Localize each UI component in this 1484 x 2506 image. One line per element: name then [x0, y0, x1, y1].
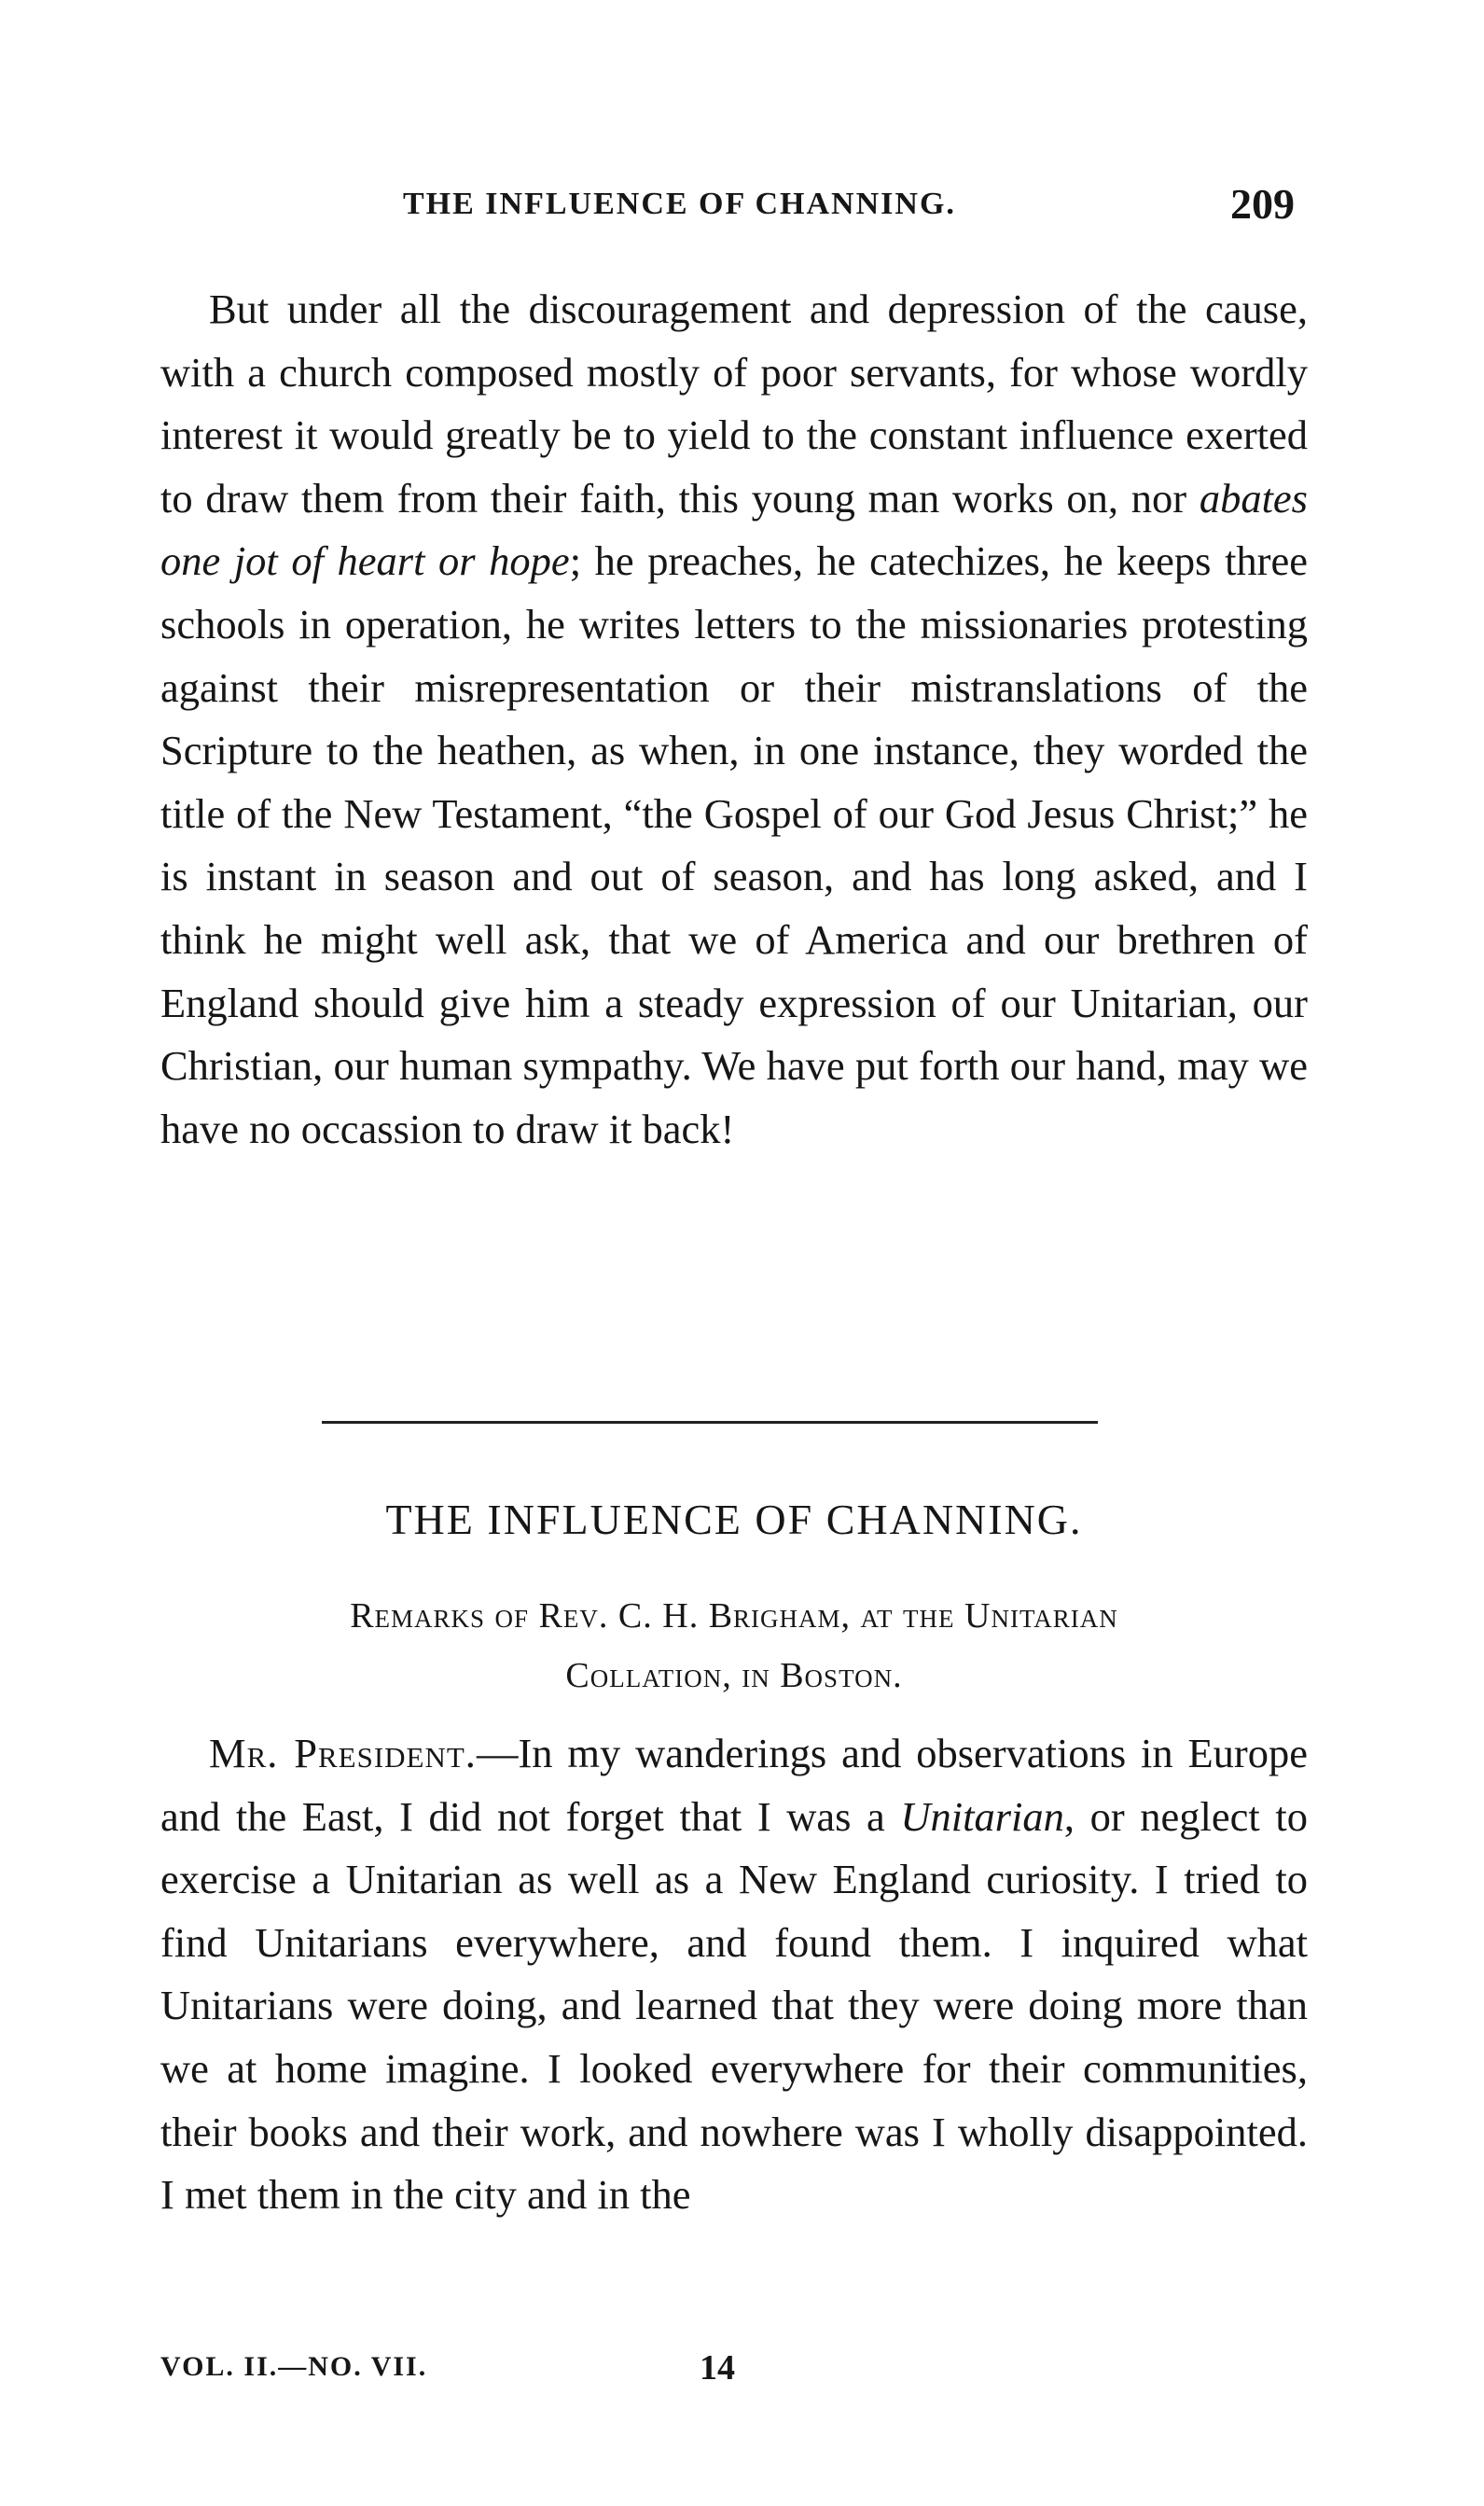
article-title: THE INFLUENCE OF CHANNING. [385, 1496, 1083, 1543]
signature-mark: 14 [700, 2348, 735, 2388]
subtitle-line: Remarks of Rev. C. H. Brigham, at the Unitarian [350, 1596, 1118, 1636]
paragraph-article-opening [160, 1722, 1308, 2227]
page-number: 209 [1230, 180, 1295, 228]
paragraph-text: —In my wanderings and observations in Europe and the East, I did not forget that I was a [160, 1730, 1308, 1840]
salutation: Mr. President. [209, 1730, 477, 1776]
paragraph-text: ; he preaches, he catechizes, he keeps three schools in operation, he writes letters to the missionaries protesting against their misrepresentation or their mistranslations of the Scripture to the heathen, as when, in one instance, they worded the title of the New Testament, “the Gospel of our God Jesus Christ;” he is instant in season and out of season, and has long asked, and I think he might well ask, that we of America and our brethren of England should give him a steady expression of our Unitarian, our Christian, our human sympathy. We have put forth our hand, may we have no occassion to draw it back! [160, 537, 1309, 1152]
running-head [160, 179, 1308, 235]
signature-line [160, 2348, 1308, 2398]
section-divider [322, 1421, 1098, 1424]
article-subtitle [160, 1586, 1308, 1705]
italic-phrase: abates one jot of heart or hope [160, 474, 1308, 585]
volume-number: VOL. II.—NO. VII. [160, 2351, 428, 2382]
paragraph-previous-article [160, 278, 1308, 1161]
italic-word: Unitarian [900, 1792, 1064, 1840]
subtitle-line: Collation, in Boston. [565, 1656, 903, 1695]
book-page [160, 0, 1308, 2506]
paragraph-text: But under all the discouragement and depression of the cause, with a church composed mostly of poor servants, for whose wordly interest it would greatly be to yield to the constant influence exerted to draw them from their faith, this young man works on, nor [160, 285, 1308, 522]
running-title: THE INFLUENCE OF CHANNING. [403, 187, 956, 221]
paragraph-text: , or neglect to exercise a Unitarian as well as a New England curiosity. I tried to find Unitarians everywhere, and found them. I inquired what Unitarians were doing, and learned that they were doing more than we at home imagine. I looked everywhere for their communities, their books and their work, and nowhere was I wholly disappointed. I met them in the city and in the [160, 1792, 1308, 2219]
